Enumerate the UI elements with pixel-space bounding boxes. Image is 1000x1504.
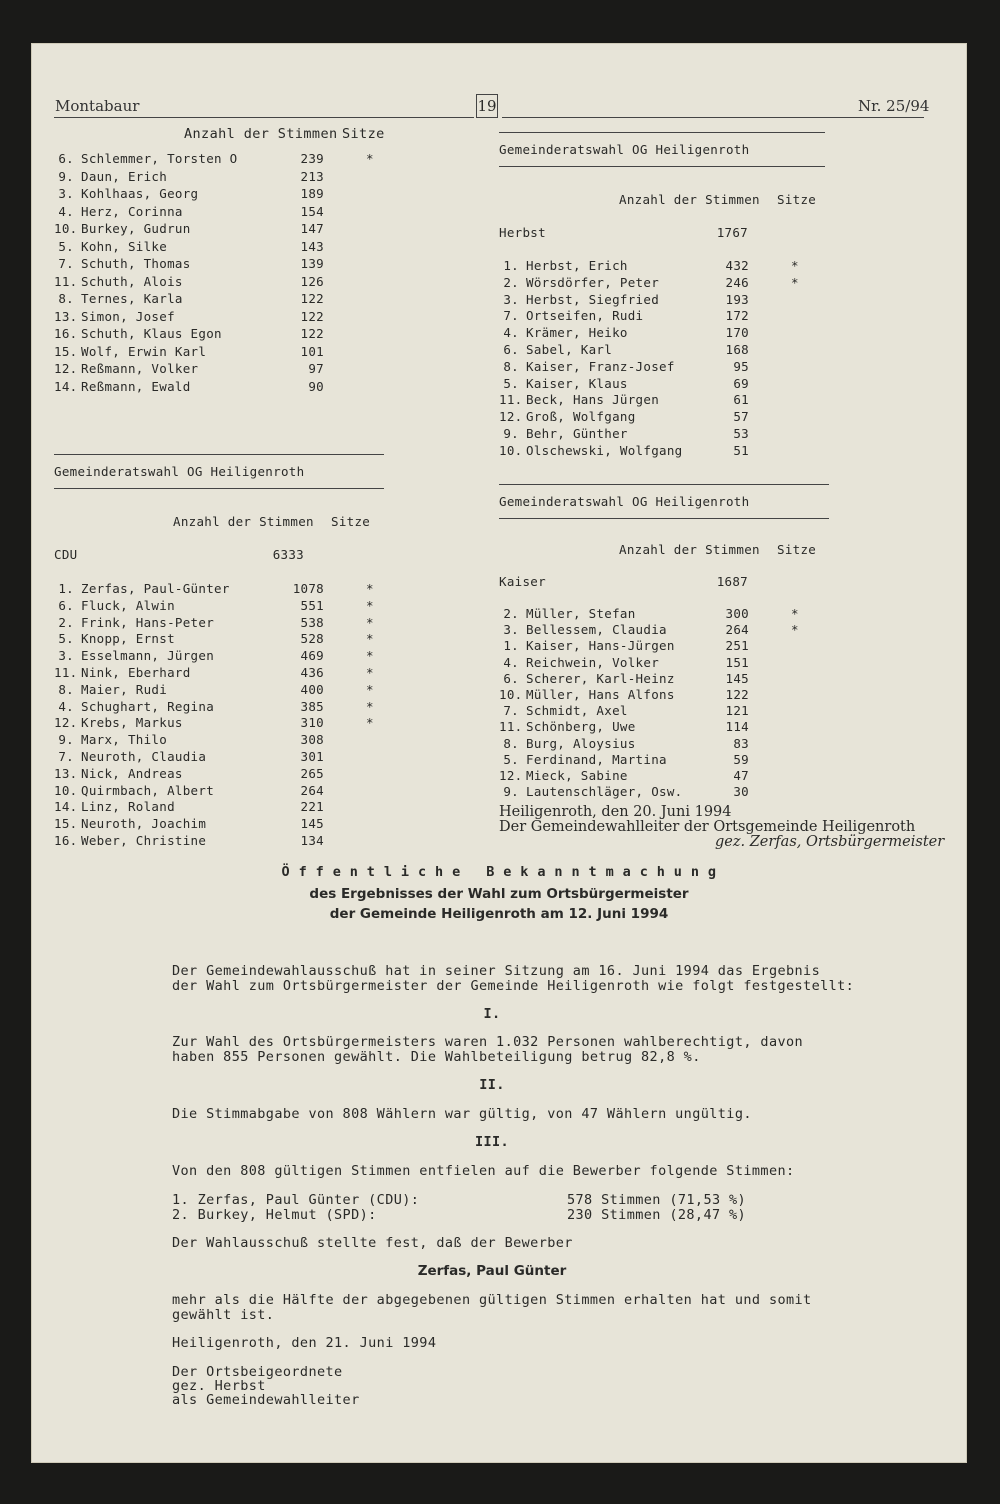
list-number: 9. [503,426,519,441]
candidate-name: Knopp, Ernst [81,631,175,647]
candidate-row [54,204,414,221]
candidate-row [499,342,859,359]
vote-count: 251 [725,638,749,654]
candidate-row [54,344,414,361]
signoff-role: Der Gemeindewahlleiter der Ortsgemeinde Heiligenroth [499,819,916,835]
header-title: Montabaur [55,97,140,115]
candidate-row [54,291,414,308]
list-number: 1. [503,258,519,273]
candidate-row [54,615,414,632]
signoff-signature: gez. Zerfas, Ortsbürgermeister [715,834,945,850]
candidate-name: Linz, Roland [81,799,175,815]
seat-marker: * [366,151,374,166]
vote-count: 264 [300,782,324,798]
rule [499,166,825,167]
candidate-name: Burg, Aloysius [526,735,636,751]
list-number: 11. [54,665,78,680]
vote-count: 1078 [292,581,324,596]
vote-count: 143 [300,238,324,254]
list-number: 10. [54,782,78,798]
list-number: 7. [58,256,74,271]
candidate-name: Kohn, Silke [81,238,168,254]
vote-count: 145 [300,816,324,832]
vote-count: 51 [733,442,749,458]
list-number: 4. [58,203,74,219]
candidate-row [499,703,859,720]
candidate-row [54,715,414,732]
candidate-name: Zerfas, Paul-Günter [81,581,230,596]
candidate-row [499,671,859,688]
candidate-row [499,292,859,309]
candidate-row [499,768,859,785]
candidate-name: Kohlhaas, Georg [81,186,199,201]
list-number: 9. [503,784,519,800]
seat-marker: * [366,597,374,613]
candidate-row [54,783,414,800]
rule [499,484,829,485]
rule [54,488,384,489]
list-number: 15. [54,816,78,832]
notice-para-4: Der Wahlausschuß stellte fest, daß der Bewerber [172,1235,573,1251]
candidate-name: Reichwein, Volker [526,654,660,670]
candidate-name: Schuth, Alois [81,273,183,289]
issue-number: Nr. 25/94 [858,97,930,115]
candidate-name: Nick, Andreas [81,765,183,781]
col-votes-heading: Anzahl der Stimmen [619,542,760,557]
vote-count: 193 [725,291,749,307]
list-number: 9. [58,732,74,748]
vote-count: 122 [725,687,749,702]
list-number: 4. [58,698,74,714]
candidate-row [499,359,859,376]
vote-count: 30 [733,784,749,800]
candidate-row [54,648,414,665]
vote-count: 122 [300,291,324,306]
seat-marker: * [791,606,799,621]
candidate-row [54,186,414,203]
candidate-name: Krebs, Markus [81,715,183,731]
vote-count: 551 [300,597,324,613]
list-number: 2. [503,274,519,290]
candidate-row [54,309,414,326]
signature-line-2: gez. Herbst [172,1378,266,1394]
notice-intro-line-2: der Wahl zum Ortsbürgermeister der Gemeinde Heiligenroth wie folgt festgestellt: [172,978,855,994]
vote-count: 145 [725,670,749,686]
candidate-row [54,799,414,816]
col-votes-heading: Anzahl der Stimmen [173,514,314,529]
candidate-row [54,239,414,256]
vote-count: 528 [300,631,324,647]
candidate-row [499,606,859,623]
vote-count: 101 [300,343,324,359]
section-number: I. [483,1006,501,1022]
list-number: 8. [503,735,519,751]
candidate-name: Burkey, Gudrun [81,221,191,236]
seat-marker: * [791,258,799,273]
vote-count: 469 [300,648,324,664]
candidate-row [54,749,414,766]
list-number: 5. [58,631,74,647]
candidate-row [54,379,414,396]
col-votes-heading: Anzahl der Stimmen [184,126,338,142]
party-name: Herbst [499,225,546,240]
candidate-row [54,631,414,648]
candidate-2: 2. Burkey, Helmut (SPD): [172,1207,377,1223]
vote-count: 122 [300,308,324,324]
rule [499,518,829,519]
list-number: 1. [58,581,74,596]
notice-subtitle-1: des Ergebnisses der Wahl zum Ortsbürgermeister [309,886,689,902]
candidate-name: Mieck, Sabine [526,768,628,783]
candidate-row [499,638,859,655]
seat-marker: * [366,631,374,647]
candidate-name: Herbst, Siegfried [526,291,660,307]
candidate-name: Olschewski, Wolfgang [526,442,683,458]
vote-count: 114 [725,719,749,735]
notice-intro-line-1: Der Gemeindewahlausschuß hat in seiner Sitzung am 16. Juni 1994 das Ergebnis [172,963,821,979]
candidate-name: Müller, Stefan [526,606,636,621]
header-rule-right [502,117,924,118]
vote-count: 221 [300,799,324,815]
list-number: 8. [58,681,74,697]
candidate-name: Maier, Rudi [81,681,168,697]
seat-marker: * [366,715,374,731]
candidate-name: Esselmann, Jürgen [81,648,215,664]
candidate-name: Schmidt, Axel [526,703,628,719]
vote-count: 90 [308,378,324,394]
candidate-row [499,719,859,736]
signature-line-1: Der Ortsbeigeordnete [172,1364,343,1380]
candidate-name: Neuroth, Claudia [81,749,207,764]
newspaper-page [32,44,966,1462]
list-number: 8. [503,358,519,374]
list-number: 11. [54,273,78,289]
candidate-name: Kaiser, Hans-Jürgen [526,638,675,654]
candidate-name: Groß, Wolfgang [526,409,636,425]
candidate-name: Herbst, Erich [526,258,628,273]
candidate-name: Reßmann, Ewald [81,378,191,394]
vote-count: 57 [733,409,749,425]
candidate-name: Krämer, Heiko [526,325,628,341]
list-number: 10. [499,687,523,702]
vote-count: 134 [300,833,324,848]
list-number: 12. [499,768,523,783]
candidate-row [54,816,414,833]
party-name: CDU [54,547,78,562]
list-number: 13. [54,765,78,781]
candidate-name: Scherer, Karl-Heinz [526,670,675,686]
section-title: Gemeinderatswahl OG Heiligenroth [499,142,750,157]
candidate-row [54,766,414,783]
candidate-row [54,221,414,238]
section-title: Gemeinderatswahl OG Heiligenroth [499,494,750,509]
col-seats-heading: Sitze [331,514,371,529]
candidate-name: Kaiser, Klaus [526,375,628,391]
candidate-name: Sabel, Karl [526,342,613,357]
candidate-row [499,308,859,325]
notice-para-1-line-2: haben 855 Personen gewählt. Die Wahlbeteiligung betrug 82,8 %. [172,1049,701,1065]
seat-marker: * [366,698,374,714]
list-number: 11. [499,719,523,735]
col-seats-heading: Sitze [777,192,817,207]
page-number: 19 [476,94,498,118]
list-number: 6. [58,597,74,613]
vote-count: 121 [725,703,749,719]
list-number: 3. [58,186,74,201]
candidate-row [54,665,414,682]
notice-para-1-line-1: Zur Wahl des Ortsbürgermeisters waren 1.032 Personen wahlberechtigt, davon [172,1034,804,1050]
section-number: II. [479,1077,505,1093]
vote-count: 265 [300,765,324,781]
candidate-name: Schughart, Regina [81,698,215,714]
vote-count: 154 [300,203,324,219]
candidate-1-result: 578 Stimmen (71,53 %) [567,1192,747,1208]
vote-count: 172 [725,308,749,324]
candidate-row [499,258,859,275]
vote-count: 151 [725,654,749,670]
rule [54,454,384,455]
candidate-2-result: 230 Stimmen (28,47 %) [567,1207,747,1223]
candidate-row [499,443,859,460]
candidate-row [499,784,859,801]
vote-count: 95 [733,358,749,374]
candidate-row [499,275,859,292]
list-number: 3. [503,622,519,638]
candidate-row [54,598,414,615]
header-rule-left [54,117,474,118]
candidate-row [499,655,859,672]
col-votes-heading: Anzahl der Stimmen [619,192,760,207]
candidate-name: Beck, Hans Jürgen [526,392,660,408]
list-number: 3. [503,291,519,307]
list-number: 6. [58,151,74,166]
list-number: 4. [503,654,519,670]
vote-count: 97 [308,361,324,376]
vote-count: 213 [300,168,324,184]
signature-line-3: als Gemeindewahlleiter [172,1392,360,1408]
candidate-row [499,409,859,426]
list-number: 9. [58,168,74,184]
rule [499,132,825,133]
candidate-name: Quirmbach, Albert [81,782,215,798]
vote-count: 301 [300,749,324,764]
list-number: 16. [54,833,78,848]
notice-title: Ö f f e n t l i c h e B e k a n n t m a c h u n g [281,864,717,880]
vote-count: 385 [300,698,324,714]
vote-count: 300 [725,606,749,621]
col-seats-heading: Sitze [342,126,385,142]
party-votes: 1687 [716,574,748,589]
candidate-1: 1. Zerfas, Paul Günter (CDU): [172,1192,420,1208]
list-number: 12. [499,409,523,425]
candidate-row [499,752,859,769]
notice-date: Heiligenroth, den 21. Juni 1994 [172,1335,437,1351]
candidate-name: Kaiser, Franz-Josef [526,358,675,374]
list-number: 1. [503,638,519,654]
list-number: 5. [503,751,519,767]
seat-marker: * [366,681,374,697]
vote-count: 147 [300,221,324,236]
notice-para-3: Von den 808 gültigen Stimmen entfielen auf die Bewerber folgende Stimmen: [172,1163,795,1179]
list-number: 16. [54,326,78,341]
notice-para-5-line-2: gewählt ist. [172,1307,275,1323]
candidate-row [499,687,859,704]
seat-marker: * [366,614,374,630]
vote-count: 239 [300,151,324,166]
candidate-row [499,325,859,342]
notice-para-5-line-1: mehr als die Hälfte der abgegebenen gültigen Stimmen erhalten hat und somit [172,1292,812,1308]
list-number: 10. [54,221,78,236]
seat-marker: * [791,274,799,290]
candidate-name: Herz, Corinna [81,203,183,219]
vote-count: 400 [300,681,324,697]
candidate-row [54,361,414,378]
candidate-row [499,736,859,753]
candidate-name: Ternes, Karla [81,291,183,306]
list-number: 7. [503,308,519,324]
candidate-row [54,732,414,749]
candidate-name: Schuth, Klaus Egon [81,326,222,341]
candidate-name: Reßmann, Volker [81,361,199,376]
list-number: 2. [58,614,74,630]
list-number: 14. [54,799,78,815]
vote-count: 59 [733,751,749,767]
vote-count: 61 [733,392,749,408]
vote-count: 246 [725,274,749,290]
list-number: 15. [54,343,78,359]
candidate-name: Ortseifen, Rudi [526,308,644,324]
candidate-name: Neuroth, Joachim [81,816,207,832]
list-number: 2. [503,606,519,621]
vote-count: 436 [300,665,324,680]
candidate-name: Schlemmer, Torsten O [81,151,238,166]
list-number: 5. [58,238,74,254]
vote-count: 126 [300,273,324,289]
list-number: 11. [499,392,523,408]
vote-count: 170 [725,325,749,341]
candidate-row [499,392,859,409]
party-votes: 1767 [716,225,748,240]
list-number: 13. [54,308,78,324]
candidate-name: Ferdinand, Martina [526,751,667,767]
candidate-row [499,622,859,639]
candidate-name: Weber, Christine [81,833,207,848]
notice-subtitle-2: der Gemeinde Heiligenroth am 12. Juni 1994 [329,906,669,922]
candidate-row [54,326,414,343]
list-number: 5. [503,375,519,391]
list-number: 12. [54,361,78,376]
winner-name: Zerfas, Paul Günter [417,1263,567,1279]
party-votes: 6333 [272,547,304,562]
candidate-name: Daun, Erich [81,168,168,184]
list-number: 12. [54,715,78,731]
candidate-name: Fluck, Alwin [81,597,175,613]
list-number: 7. [58,749,74,764]
candidate-name: Frink, Hans-Peter [81,614,215,630]
candidate-name: Nink, Eberhard [81,665,191,680]
vote-count: 432 [725,258,749,273]
list-number: 14. [54,378,78,394]
candidate-row [54,833,414,850]
candidate-name: Schönberg, Uwe [526,719,636,735]
candidate-name: Simon, Josef [81,308,175,324]
vote-count: 310 [300,715,324,731]
signoff-place-date: Heiligenroth, den 20. Juni 1994 [499,804,732,820]
vote-count: 47 [733,768,749,783]
seat-marker: * [366,581,374,596]
candidate-row [54,256,414,273]
list-number: 6. [503,670,519,686]
candidate-name: Wolf, Erwin Karl [81,343,207,359]
list-number: 8. [58,291,74,306]
section-number: III. [474,1134,510,1150]
vote-count: 538 [300,614,324,630]
vote-count: 168 [725,342,749,357]
notice-para-2: Die Stimmabgabe von 808 Wählern war gültig, von 47 Wählern ungültig. [172,1106,752,1122]
col-seats-heading: Sitze [777,542,817,557]
list-number: 3. [58,648,74,664]
seat-marker: * [366,648,374,664]
vote-count: 53 [733,426,749,441]
candidate-row [54,169,414,186]
candidate-name: Müller, Hans Alfons [526,687,675,702]
party-name: Kaiser [499,574,546,589]
vote-count: 122 [300,326,324,341]
seat-marker: * [791,622,799,638]
candidate-name: Bellessem, Claudia [526,622,667,638]
section-title: Gemeinderatswahl OG Heiligenroth [54,464,305,479]
candidate-row [54,274,414,291]
list-number: 10. [499,442,523,458]
candidate-row [499,426,859,443]
vote-count: 139 [300,256,324,271]
candidate-name: Wörsdörfer, Peter [526,274,660,290]
vote-count: 69 [733,375,749,391]
candidate-name: Schuth, Thomas [81,256,191,271]
candidate-row [499,376,859,393]
list-number: 4. [503,325,519,341]
list-number: 7. [503,703,519,719]
candidate-row [54,581,414,598]
vote-count: 264 [725,622,749,638]
candidate-row [54,151,414,168]
candidate-name: Lautenschläger, Osw. [526,784,683,800]
vote-count: 83 [733,735,749,751]
candidate-name: Behr, Günther [526,426,628,441]
vote-count: 189 [300,186,324,201]
seat-marker: * [366,665,374,680]
candidate-row [54,682,414,699]
list-number: 6. [503,342,519,357]
candidate-row [54,699,414,716]
vote-count: 308 [300,732,324,748]
candidate-name: Marx, Thilo [81,732,168,748]
